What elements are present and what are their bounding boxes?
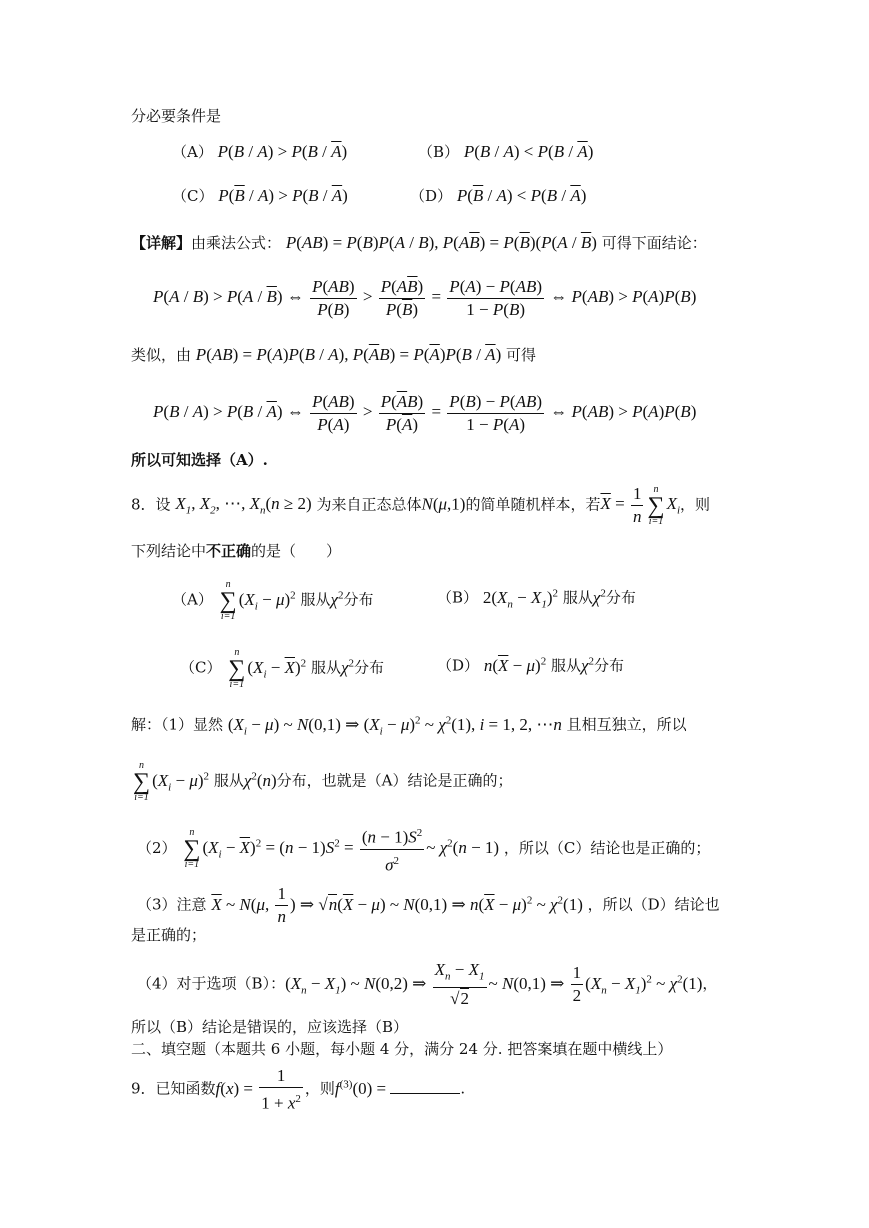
formula: $\chi^2$ [580,655,594,675]
q8-number: 8．设 [131,495,171,514]
detail-text: 由乘法公式： [191,234,282,252]
sol-label: （3）注意 [137,895,207,914]
formula: n ∑ i=1 $(X_i - \overline{X})^2$ [228,646,307,690]
option-label: （B） [437,588,479,607]
option-label: （C） [172,187,214,205]
option-label: （B） [418,143,460,161]
q8-option-a [172,575,373,626]
formula: $\chi^2$ [592,587,606,607]
q8-line2 [131,541,341,561]
formula: f(x) = $\frac{1}{1 + x^2}$ [215,1065,301,1113]
q8-text: 为来自正态总体 [316,495,422,514]
formula: $n(\overline{X} - \mu)^2$ [483,655,547,675]
formula: n ∑ i=1 $(X_i - \overline{X})^2 = (n - 1)S^2$ = $\frac{(n - 1)S^2}{\sigma^2}$ ~ $\chi^2(n - 1)$ [181,838,499,857]
option-label: （D） [437,656,480,675]
option-label: （A） [172,590,213,609]
q8-emphasis: 不正确 [206,542,252,560]
formula: $f^{(3)}(0)$ = [334,1078,391,1098]
formula: $\overline{X}$ ~ N(μ, $\frac{1}{n}$ ) ⇒ $√n(\overline{X} - \mu)$ ~ N(0,1) ⇒ $n(\overline{X} - \mu)^2$ ~ $\chi^2(1)$ [211,884,583,927]
q8-text: 下列结论中 [131,542,207,560]
sol-3b: 是正确的； [131,926,207,944]
formula: $\chi^2$ [340,657,354,677]
text: 分布 [605,588,636,607]
derivation-1 [153,275,696,321]
similar-tail: 可得 [506,346,537,364]
q8-text: 的是（ ） [251,542,342,560]
sol-label: （4）对于选项（B）： [137,974,286,993]
similar-line [131,345,536,365]
sol-text: ， [702,974,718,993]
q8-option-b [437,583,636,614]
text: 服从 [310,658,341,677]
similar-text: 类似，由 [131,346,192,364]
q8-text: 的简单随机样本，若 [465,495,601,514]
option-label: （C） [180,658,222,677]
sol-1 [131,710,687,741]
text: 分布 [593,656,624,675]
formula: $2(X_n - X_1)^2$ [482,587,559,611]
option-label: （A） [172,143,213,161]
q9-line [131,1062,465,1115]
formula: $P(B / A) > P(B / \overline{A})$ [217,142,348,161]
sol-label: （2） [137,839,177,858]
q8-option-c [180,643,384,694]
sol-1b [131,756,513,807]
sol-2 [137,822,710,876]
sol-4 [137,955,717,1014]
formula: $\chi^2$ [330,589,344,609]
formula: n ∑ i=1 $(X_i - \mu)^2$ [219,578,296,622]
text: 分布 [343,590,374,609]
formula: $P(A / B) > P(A / \overline{B})$ ⇔ $\frac{P(AB)}{P(B)}$ > $\frac{P(A\overline{B})}{P(\overline{B})}$ = $\frac{P(A) - P(AB)}{1 - P(B)}$ ⇔ P(AB) > P(A)P(B) [153,276,697,319]
derivation-2 [153,390,696,436]
formula: P(AB) = P(B)P(A / B), $P(A\overline{B}) = P(\overline{B})(P(A / \overline{B})$ [285,233,597,252]
text: 服从 [300,590,331,609]
q9-number: 9．已知函数 [131,1079,216,1098]
q7-conclusion: 所以可知选择（A）. [131,451,268,469]
formula: $X_1$, $X_2$, ⋯, $X_n(n \ge 2)$ [175,494,312,517]
q7-option-a [172,142,347,162]
option-label: （D） [410,187,453,205]
sol-3 [137,880,720,928]
text: 分布 [353,658,384,677]
detail-label: 【详解】 [131,234,192,252]
sol-text: ，所以（D）结论也 [587,895,720,914]
q8-line1 [131,483,710,531]
sol-text: 分布，也就是（A）结论是正确的； [276,771,513,790]
text-line: 分必要条件是 [131,107,222,125]
formula: $P(\overline{B} / A) > P(B / \overline{A})$ [218,186,348,205]
text: 服从 [562,588,593,607]
q9-text: ，则 [304,1079,335,1098]
q9-text: . [460,1079,466,1098]
q8-text: ，则 [680,495,711,514]
formula: $(X_n - X_1)$ ~ N(0,2) ⇒ $\frac{X_n - X_1}{√2}$ ~ N(0,1) ⇒ $\frac{1}{2}$ $(X_n - X_1)^2$ ~ $\chi^2(1)$ [285,960,703,1009]
sol-text: ，所以（C）结论也是正确的； [503,839,711,858]
section-heading: 二、填空题（本题共 6 小题，每小题 4 分，满分 24 分. 把答案填在题中横线上） [131,1040,673,1058]
formula: $\chi^2(n)$ [243,770,277,790]
formula: N(μ,1) [421,494,466,514]
q8-option-d [437,651,624,676]
formula: $P(\overline{B} / A) < P(B / \overline{A})$ [456,186,587,205]
formula: P(AB) = P(A)P(B / A), $P(\overline{A}B) = P(\overline{A})P(B / \overline{A})$ [195,345,502,364]
formula: $(X_i - \mu)$ ~ N(0,1) ⇒ $(X_i - \mu)^2$ ~ $\chi^2(1)$, i = 1, 2, ⋯n [227,714,562,738]
formula: $\overline{X}$ = $\frac{1}{n}$ n ∑ i=1 $X_i$ [600,483,681,527]
formula: $P(B / A) > P(B / \overline{A})$ ⇔ $\frac{P(AB)}{P(A)}$ > $\frac{P(\overline{A}B)}{P(\overline{A})}$ = $\frac{P(B) - P(AB)}{1 - P(A)}$ ⇔ P(AB) > P(A)P(B) [153,391,697,434]
sol-text: 解：（1）显然 [131,715,224,734]
text: 服从 [550,656,581,675]
q7-option-b [418,142,593,162]
q7-option-c [172,186,348,206]
sol-text: 且相互独立，所以 [566,715,687,734]
detail-line [131,233,707,253]
q7-option-d [410,186,586,206]
detail-tail: 可得下面结论： [601,234,707,252]
answer-blank[interactable] [390,1079,460,1094]
sol-4b: 所以（B）结论是错误的，应该选择（B） [131,1018,409,1036]
formula: n ∑ i=1 $(X_i - \mu)^2$ [133,759,210,803]
formula: $P(B / A) < P(B / \overline{A})$ [463,142,594,161]
text: 服从 [213,771,244,790]
